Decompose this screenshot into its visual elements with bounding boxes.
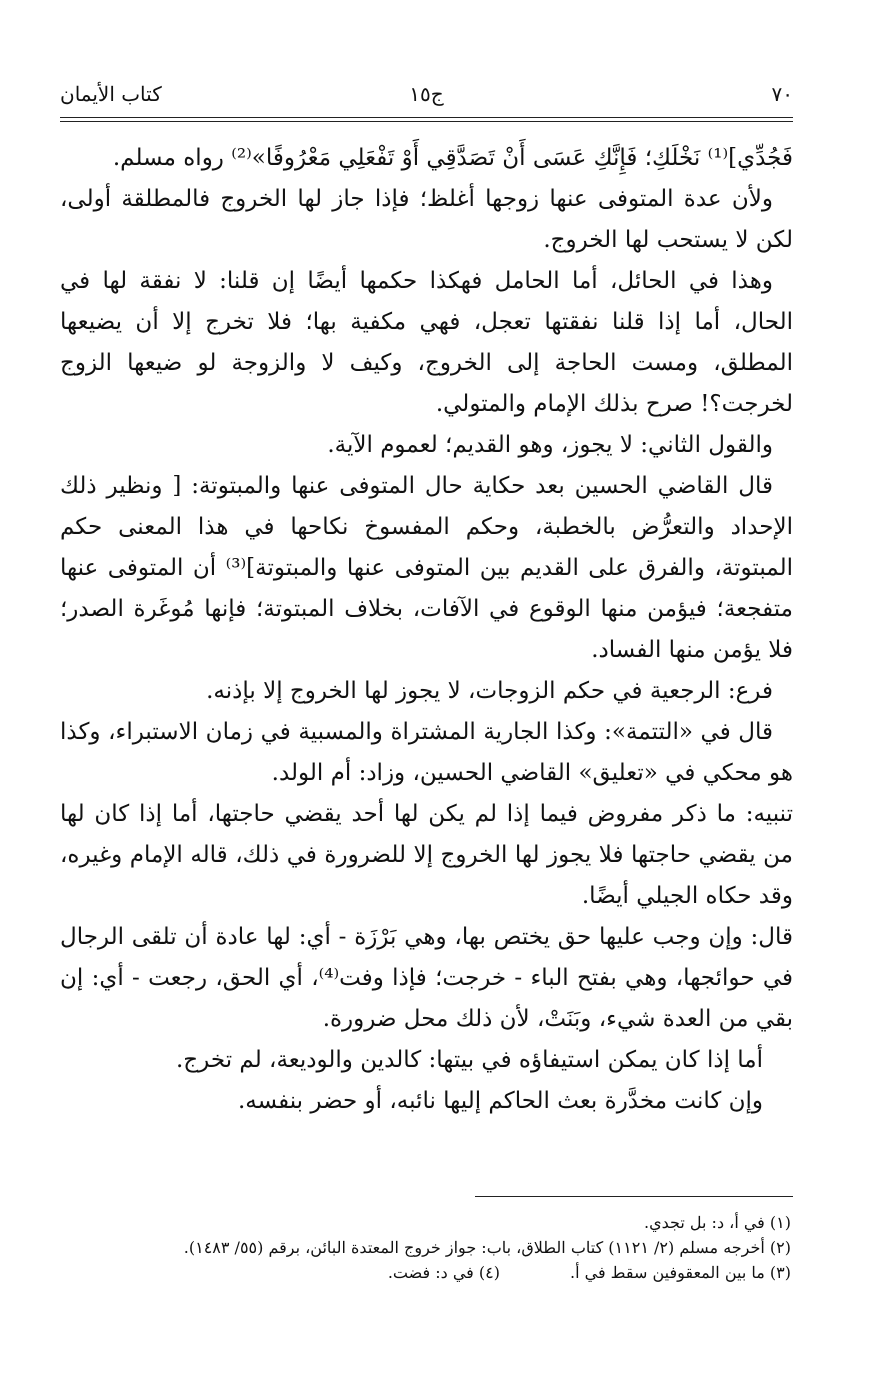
paragraph: قال القاضي الحسين بعد حكاية حال المتوفى عنها والمبتوتة: [ ونظير ذلك الإحداد والتعرُّض بالخطبة، وحكم المفسوخ نكاحها في هذا المعنى حكم المبتوتة، والفرق على القديم بين المتوفى عنها والمبتوتة]⁽³⁾ أن المتوفى عنها متفجعة؛ فيؤمن منها الوقوع في الآفات، بخلاف المبتوتة؛ فإنها مُوغَرة الصدر؛ فلا يؤمن منها الفساد. xyxy=(60,473,793,663)
footnote: (٢) أخرجه مسلم (٢/ ١١٢١) كتاب الطلاق، باب: جواز خروج المعتدة البائن، برقم (٥٥/ ١٤٨٣). xyxy=(183,1238,791,1257)
body-text xyxy=(60,138,793,1122)
paragraph: فرع: الرجعية في حكم الزوجات، لا يجوز لها الخروج إلا بإذنه. xyxy=(206,678,773,704)
page-header xyxy=(60,82,793,116)
volume-label: ج١٥ xyxy=(409,82,444,106)
footnote-row xyxy=(60,1260,791,1285)
footnote: (١) في أ، د: بل تجدي. xyxy=(644,1213,791,1232)
paragraph: ولأن عدة المتوفى عنها زوجها أغلظ؛ فإذا جاز لها الخروج فالمطلقة أولى، لكن لا يستحب لها الخروج. xyxy=(60,186,793,253)
footnote: (٣) ما بين المعقوفين سقط في أ. xyxy=(569,1263,791,1282)
header-rule-top xyxy=(60,117,793,118)
paragraph: تنبيه: ما ذكر مفروض فيما إذا لم يكن لها أحد يقضي حاجتها، أما إذا كان لها من يقضي حاجتها فلا يجوز لها الخروج إلا للضرورة في ذلك، قاله الإمام وغيره، وقد حكاه الجيلي أيضًا. xyxy=(60,801,793,909)
footnote: (٤) في د: فضت. xyxy=(387,1263,500,1282)
paragraph: قال: وإن وجب عليها حق يختص بها، وهي بَرْزَة - أي: لها عادة أن تلقى الرجال في حوائجها، وهي بفتح الباء - خرجت؛ فإذا وفت⁽⁴⁾، أي الحق، رجعت - أي: إن بقي من العدة شيء، وبَنَتْ، لأن ذلك محل ضرورة. xyxy=(60,924,793,1032)
footnotes xyxy=(60,1210,791,1285)
paragraph: قال في «التتمة»: وكذا الجارية المشتراة والمسبية في زمان الاستبراء، وكذا هو محكي في «تعليق» القاضي الحسين، وزاد: أم الولد. xyxy=(60,719,793,786)
paragraph: وهذا في الحائل، أما الحامل فهكذا حكمها أيضًا إن قلنا: لا نفقة لها في الحال، أما إذا قلنا نفقتها تعجل، فهي مكفية بها؛ فلا تخرج إلا أن يضيعها المطلق، ومست الحاجة إلى الخروج، وكيف لا والزوجة لو ضيعها الزوج لخرجت؟! صرح بذلك الإمام والمتولي. xyxy=(60,268,793,417)
paragraph: فَجُدِّي]⁽¹⁾ نَخْلَكِ؛ فَإِنَّكِ عَسَى أَنْ تَصَدَّقِي أَوْ تَفْعَلِي مَعْرُوفًا»⁽²⁾ رواه مسلم. xyxy=(112,145,793,171)
paragraph: والقول الثاني: لا يجوز، وهو القديم؛ لعموم الآية. xyxy=(327,432,773,458)
footnote-separator xyxy=(475,1196,793,1197)
book-title: كتاب الأيمان xyxy=(60,82,162,106)
page-number: ٧٠ xyxy=(771,82,793,106)
header-rule-bottom xyxy=(60,121,793,122)
paragraph: أما إذا كان يمكن استيفاؤه في بيتها: كالدين والوديعة، لم تخرج. xyxy=(176,1047,763,1073)
paragraph: وإن كانت مخدَّرة بعث الحاكم إليها نائبه، أو حضر بنفسه. xyxy=(237,1088,763,1114)
